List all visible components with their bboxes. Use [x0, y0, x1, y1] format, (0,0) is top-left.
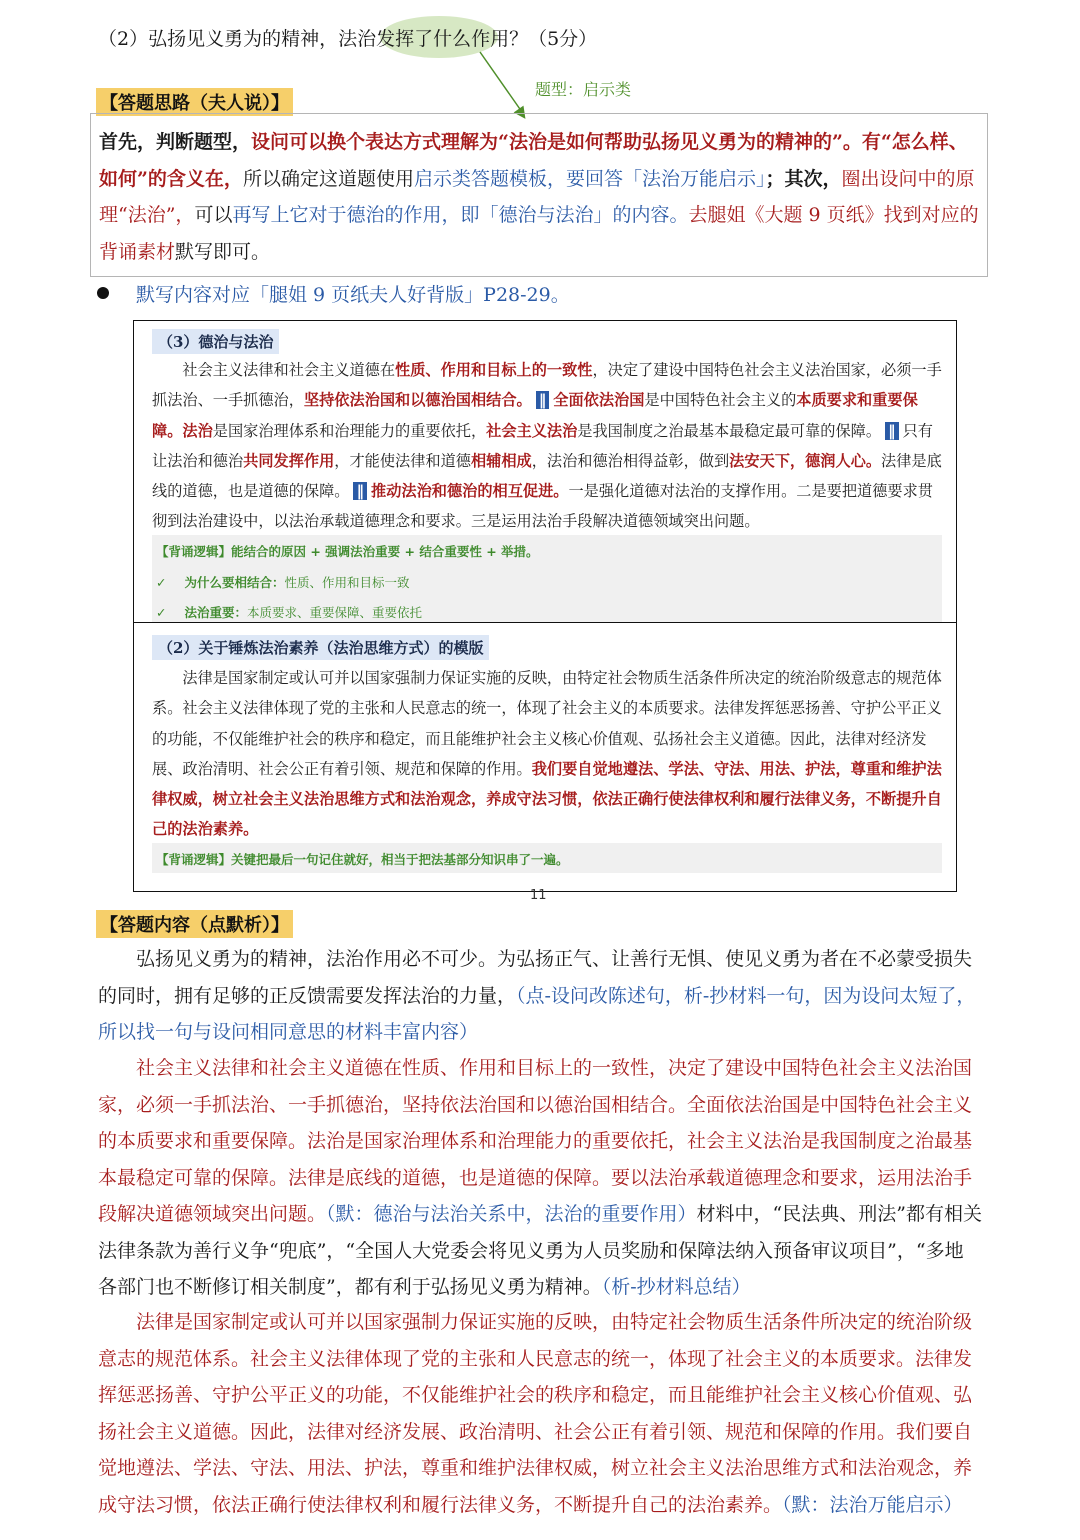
thinking-s7: 可以 — [194, 204, 233, 226]
box2-red: 我们要自觉地遵法、学法、守法、用法、护法，尊重和维护法律权威，树立社会主义法治思维方式和法治观念，养成守法习惯，依法正确行使法律权利和履行法律义务，不断提升自己的法治素养。 — [152, 759, 942, 839]
bullet-dot — [97, 287, 109, 299]
box1-text: 是中国特色社会主义的 — [644, 391, 797, 410]
answer-red-text: 社会主义法律和社会主义道德在性质、作用和目标上的一致性，决定了建设中国特色社会主义法治国家，必须一手抓法治、一手抓德治，坚持依法治国和以德治国相结合。全面依法治国是中国特色社会主义的本质要求和重要保障。法治是国家治理体系和治理能力的重要依托，社会主义法治是我国制度之治最基本最稳定可靠的保障。法律是底线的道德，也是道德的保障。要以法治承载道德理念和要求，运用法治手段解决道德领域突出问题。 — [98, 1057, 973, 1225]
check1-text: 性质、作用和目标一致 — [284, 575, 410, 590]
thinking-s4: 启示类答题模板，要回答「法治万能启示」 — [413, 167, 766, 190]
box1-red: 法安天下，德润人心。 — [729, 451, 881, 470]
thinking-s8: 再写上它对于德治的作用，即「德治与法治」的内容。 — [232, 204, 689, 226]
box1-red: 社会主义法治 — [486, 421, 578, 440]
box1-text: ，法治和德治相得益彰，做到 — [531, 451, 730, 470]
box2-text: 法律是国家制定或认可并以国家强制力保证实施的反映，由特定社会物质生活条件所决定的统治阶级意志的规范体系。社会主义法律体现了党的主张和人民意志的统一，体现了社会主义的本质要求。法律发挥惩恶扬善、守护公平正义的功能，不仅能维护社会的秩序和稳定，而且能维护社会主义核心价值观、弘扬社会主义道德。因此，法律对经济发展、政治清明、社会公正有着引领、规范和保障的作用。 — [152, 669, 942, 778]
separator-mark: ‖ — [353, 482, 367, 500]
check1-label: 为什么要相结合： — [184, 575, 285, 590]
answer-header: 【答题内容（点默析）】 — [96, 910, 293, 938]
check-row-1 — [156, 572, 410, 591]
box1-text: 是国家治理体系和治理能力的重要依托， — [212, 421, 487, 440]
check-icon: ✓ — [156, 575, 167, 590]
box2-paragraph — [152, 663, 942, 845]
check2-label: 法治重要： — [184, 605, 247, 620]
box1-heading: （3）德治与法治 — [152, 329, 279, 354]
box2-logic-band — [152, 843, 942, 873]
answer-paragraph-3 — [98, 1304, 982, 1523]
thinking-s2: 设问可以换个表达方式理解为“法治是如何帮助弘扬见义勇为的精神的”。有“怎么样、如何”的含义在， — [99, 131, 968, 190]
page-number: 11 — [530, 888, 547, 903]
answer-note: （析-抄材料总结） — [601, 1276, 751, 1298]
box1-paragraph — [152, 355, 942, 537]
separator-mark: ‖ — [536, 391, 550, 409]
question-title: （2）弘扬见义勇为的精神，法治发挥了什么作用？（5分） — [98, 28, 598, 50]
answer-note: （默：法治万能启示） — [782, 1493, 963, 1516]
box1-text: 社会主义法律和社会主义道德在 — [182, 361, 396, 379]
box1-text: 只有让法治和德治 — [152, 421, 933, 470]
box1-red: 相辅相成 — [470, 451, 532, 470]
bullet-text: 默写内容对应「腿姐 9 页纸夫人好背版」P28-29。 — [136, 284, 570, 306]
separator-mark: ‖ — [885, 422, 899, 440]
answer-text: 材料中，“民法典、刑法”都有相关法律条款为善行义争“兜底”，“全国人大党委会将见义勇为人员奖励和保障法纳入预备审议项目”，“多地各部门也不断修订相关制度”，都有利于弘扬见义勇为精神。 — [98, 1203, 982, 1298]
answer-paragraph-1 — [98, 941, 982, 1051]
box1-red: 共同发挥作用 — [243, 451, 335, 470]
excerpt-box-rule-of-law — [133, 320, 957, 625]
thinking-header: 【答题思路（夫人说）】 — [96, 88, 293, 116]
box1-red: 性质、作用和目标上的一致性 — [395, 361, 593, 379]
thinking-s5: ；其次， — [765, 167, 842, 190]
box2-heading: （2）关于锤炼法治素养（法治思维方式）的模版 — [152, 635, 489, 660]
box1-red: 全面依法治国 — [553, 391, 645, 410]
check-row-2 — [156, 602, 422, 621]
box1-text: ，决定了建设中国特色社会主义法治国家，必须一手抓法治、一手抓德治， — [152, 361, 942, 410]
answer-red-text: 法律是国家制定或认可并以国家强制力保证实施的反映，由特定社会物质生活条件所决定的统治阶级意志的规范体系。社会主义法律体现了党的主张和人民意志的统一，体现了社会主义的本质要求。法律发挥惩恶扬善、守护公平正义的功能，不仅能维护社会的秩序和稳定，而且能维护社会主义核心价值观、弘扬社会主义道德。因此，法律对经济发展、政治清明、社会公正有着引领、规范和保障的作用。我们要自觉地遵法、学法、守法、用法、护法，尊重和维护法律权威，树立社会主义法治思维方式和法治观念，养成守法习惯，依法正确行使法律权利和履行法律义务，不断提升自己的法治素养。 — [98, 1311, 973, 1516]
box1-red: 本质要求和重要保障。法治 — [152, 391, 918, 440]
excerpt-box-legal-literacy — [133, 622, 957, 892]
check-icon: ✓ — [156, 605, 167, 620]
box1-red: 坚持依法治国和以德治国相结合。 — [303, 391, 532, 410]
thinking-s3: 所以确定这道题使用 — [242, 167, 414, 190]
box1-logic: 【背诵逻辑】能结合的原因 + 强调法治重要 + 结合重要性 + 举措。 — [156, 544, 539, 559]
check2-text: 本质要求、重要保障、重要依托 — [247, 605, 423, 620]
box1-text: ，才能使法律和道德 — [334, 451, 471, 470]
thinking-s6: 圈出设问中的原理“法治”， — [99, 167, 975, 226]
thinking-s1: 首先，判断题型， — [99, 131, 252, 153]
thinking-box — [90, 113, 988, 277]
answer-text: 弘扬见义勇为的精神，法治作用必不可少。为弘扬正气、让善行无惧、使见义勇为者在不必蒙受损失的同时，拥有足够的正反馈需要发挥法治的力量， — [98, 948, 973, 1007]
box1-text: 是我国制度之治最基本最稳定最可靠的保障。 — [577, 421, 881, 440]
answer-note: （默：德治与法治关系中，法治的重要作用） — [326, 1203, 697, 1225]
box2-logic: 【背诵逻辑】关键把最后一句记住就好，相当于把法基部分知识串了一遍。 — [156, 852, 569, 867]
answer-paragraph-2 — [98, 1050, 982, 1306]
thinking-s9: 去腿姐《大题 9 页纸》找到对应的背诵素材 — [99, 204, 979, 263]
question-type-label: 题型：启示类 — [535, 80, 632, 99]
box1-red: 推动法治和德治的相互促进。 — [371, 482, 569, 501]
box1-logic-band — [152, 535, 942, 623]
box1-text: 法律是底线的道德，也是道德的保障。 — [152, 451, 942, 501]
answer-note: （点-设问改陈述句，析-抄材料一句，因为设问太短了，所以找一句与设问相同意思的材料丰富内容） — [98, 984, 976, 1043]
box1-text: 一是强化道德对法治的支撑作用。二是要把道德要求贯彻到法治建设中，以法治承载道德理念和要求。三是运用法治手段解决道德领域突出问题。 — [152, 482, 933, 531]
thinking-s10: 默写即可。 — [175, 240, 271, 263]
